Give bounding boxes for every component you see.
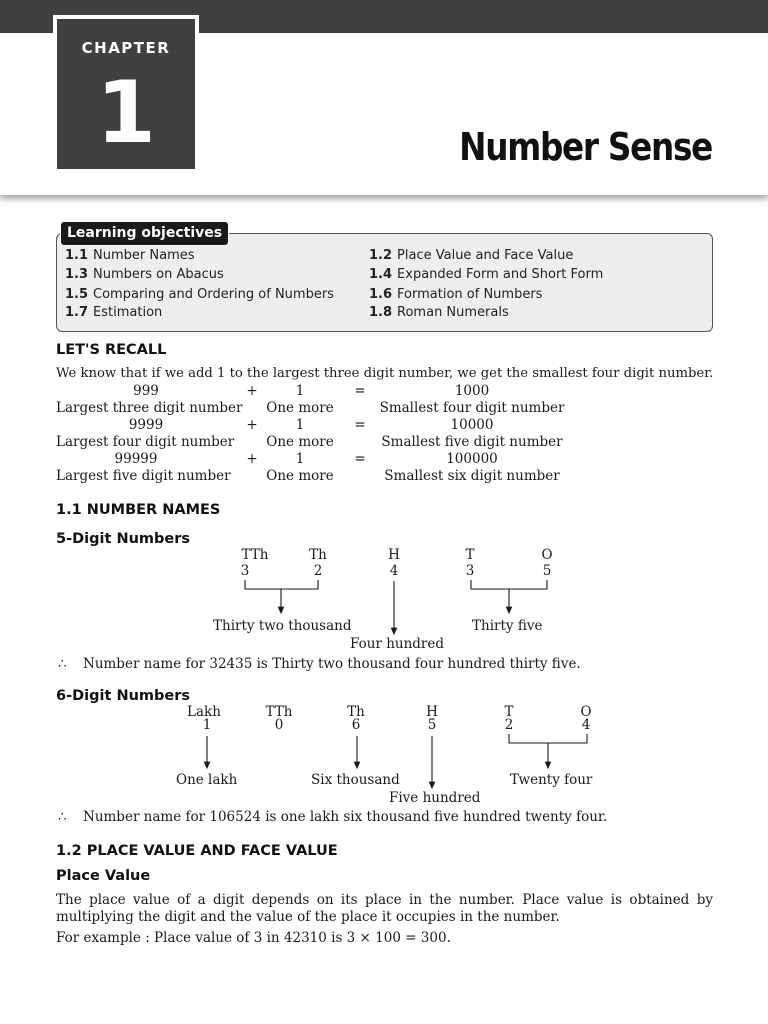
place-label: H xyxy=(388,547,400,563)
subsection-heading: 6-Digit Numbers xyxy=(56,688,191,704)
subsection-heading: 5-Digit Numbers xyxy=(56,531,191,547)
recall-intro: We know that if we add 1 to the largest three digit number, we get the smallest four digit number. xyxy=(56,366,714,381)
place-label: H xyxy=(426,704,438,720)
recall-cell: + xyxy=(246,451,258,467)
recall-cell: Smallest six digit number xyxy=(384,468,560,484)
group-name: Thirty five xyxy=(472,618,543,634)
digit: 0 xyxy=(274,717,284,733)
bracket-line xyxy=(245,580,318,589)
chapter-title: Number Sense xyxy=(459,125,712,169)
recall-cell: = xyxy=(354,417,366,433)
recall-cell: Largest four digit number xyxy=(56,434,235,450)
recall-cell: Smallest five digit number xyxy=(381,434,563,450)
chapter-label: CHAPTER xyxy=(81,39,171,57)
recall-cell: 1000 xyxy=(454,383,490,399)
objective-item: 1.5 Comparing and Ordering of Numbers xyxy=(65,287,334,302)
group-name: Thirty two thousand xyxy=(213,618,352,634)
number-name-conclusion: Number name for 32435 is Thirty two thousand four hundred thirty five. xyxy=(83,656,581,672)
recall-cell: 999 xyxy=(133,383,159,399)
recall-cell: Largest three digit number xyxy=(56,400,243,416)
recall-cell: 1 xyxy=(295,451,305,467)
recall-cell: + xyxy=(246,383,258,399)
group-name: One lakh xyxy=(176,772,238,788)
place-label: Th xyxy=(347,704,365,720)
place-label: Th xyxy=(309,547,327,563)
section-heading: 1.2 PLACE VALUE AND FACE VALUE xyxy=(56,843,338,859)
bracket-line xyxy=(509,734,587,743)
digit: 4 xyxy=(389,563,399,579)
group-name: Five hundred xyxy=(389,790,481,806)
recall-cell: = xyxy=(354,383,366,399)
recall-cell: 1 xyxy=(295,417,305,433)
digit: 5 xyxy=(542,563,552,579)
section-heading: 1.1 NUMBER NAMES xyxy=(56,502,221,518)
place-label: TTh xyxy=(241,547,269,563)
place-label: Lakh xyxy=(187,704,221,720)
recall-cell: One more xyxy=(266,468,334,484)
place-value-paragraph: The place value of a digit depends on its place in the number. Place value is obtained by multiplying the digit and the value of the place it occupies in the number. xyxy=(56,892,713,925)
digit: 1 xyxy=(202,717,212,733)
objective-item: 1.6 Formation of Numbers xyxy=(369,287,543,302)
recall-cell: Largest five digit number xyxy=(56,468,231,484)
section-heading: LET'S RECALL xyxy=(56,342,167,358)
recall-cell: 9999 xyxy=(128,417,164,433)
learning-objectives-label: Learning objectives xyxy=(60,221,229,246)
recall-cell: + xyxy=(246,417,258,433)
recall-cell: One more xyxy=(266,400,334,416)
recall-cell: = xyxy=(354,451,366,467)
place-label: TTh xyxy=(265,704,293,720)
objective-item: 1.4 Expanded Form and Short Form xyxy=(369,267,604,282)
objective-item: 1.2 Place Value and Face Value xyxy=(369,248,574,263)
recall-cell: One more xyxy=(266,434,334,450)
group-name: Six thousand xyxy=(311,772,400,788)
therefore-symbol: ∴ xyxy=(58,656,67,672)
digit: 2 xyxy=(504,717,514,733)
place-label: O xyxy=(541,547,553,563)
place-label: T xyxy=(465,547,475,563)
digit: 3 xyxy=(465,563,475,579)
group-name: Four hundred xyxy=(350,636,445,652)
recall-cell: 1 xyxy=(295,383,305,399)
objective-item: 1.3 Numbers on Abacus xyxy=(65,267,224,282)
objective-item: 1.1 Number Names xyxy=(65,248,195,263)
digit: 2 xyxy=(313,563,323,579)
chapter-number: 1 xyxy=(96,63,156,163)
place-value-example: For example : Place value of 3 in 42310 is 3 × 100 = 300. xyxy=(56,930,451,946)
group-name: Twenty four xyxy=(510,772,593,788)
digit: 6 xyxy=(351,717,361,733)
place-label: O xyxy=(580,704,592,720)
bracket-line xyxy=(471,580,547,589)
objective-item: 1.8 Roman Numerals xyxy=(369,305,509,320)
number-name-conclusion: Number name for 106524 is one lakh six thousand five hundred twenty four. xyxy=(83,809,608,825)
recall-cell: 10000 xyxy=(450,417,494,433)
subsection-heading: Place Value xyxy=(56,868,151,884)
therefore-symbol: ∴ xyxy=(58,809,67,825)
recall-cell: 100000 xyxy=(446,451,498,467)
digit: 4 xyxy=(581,717,591,733)
place-label: T xyxy=(504,704,514,720)
recall-cell: Smallest four digit number xyxy=(379,400,565,416)
recall-cell: 99999 xyxy=(114,451,158,467)
digit: 5 xyxy=(427,717,437,733)
digit: 3 xyxy=(240,563,250,579)
objective-item: 1.7 Estimation xyxy=(65,305,163,320)
